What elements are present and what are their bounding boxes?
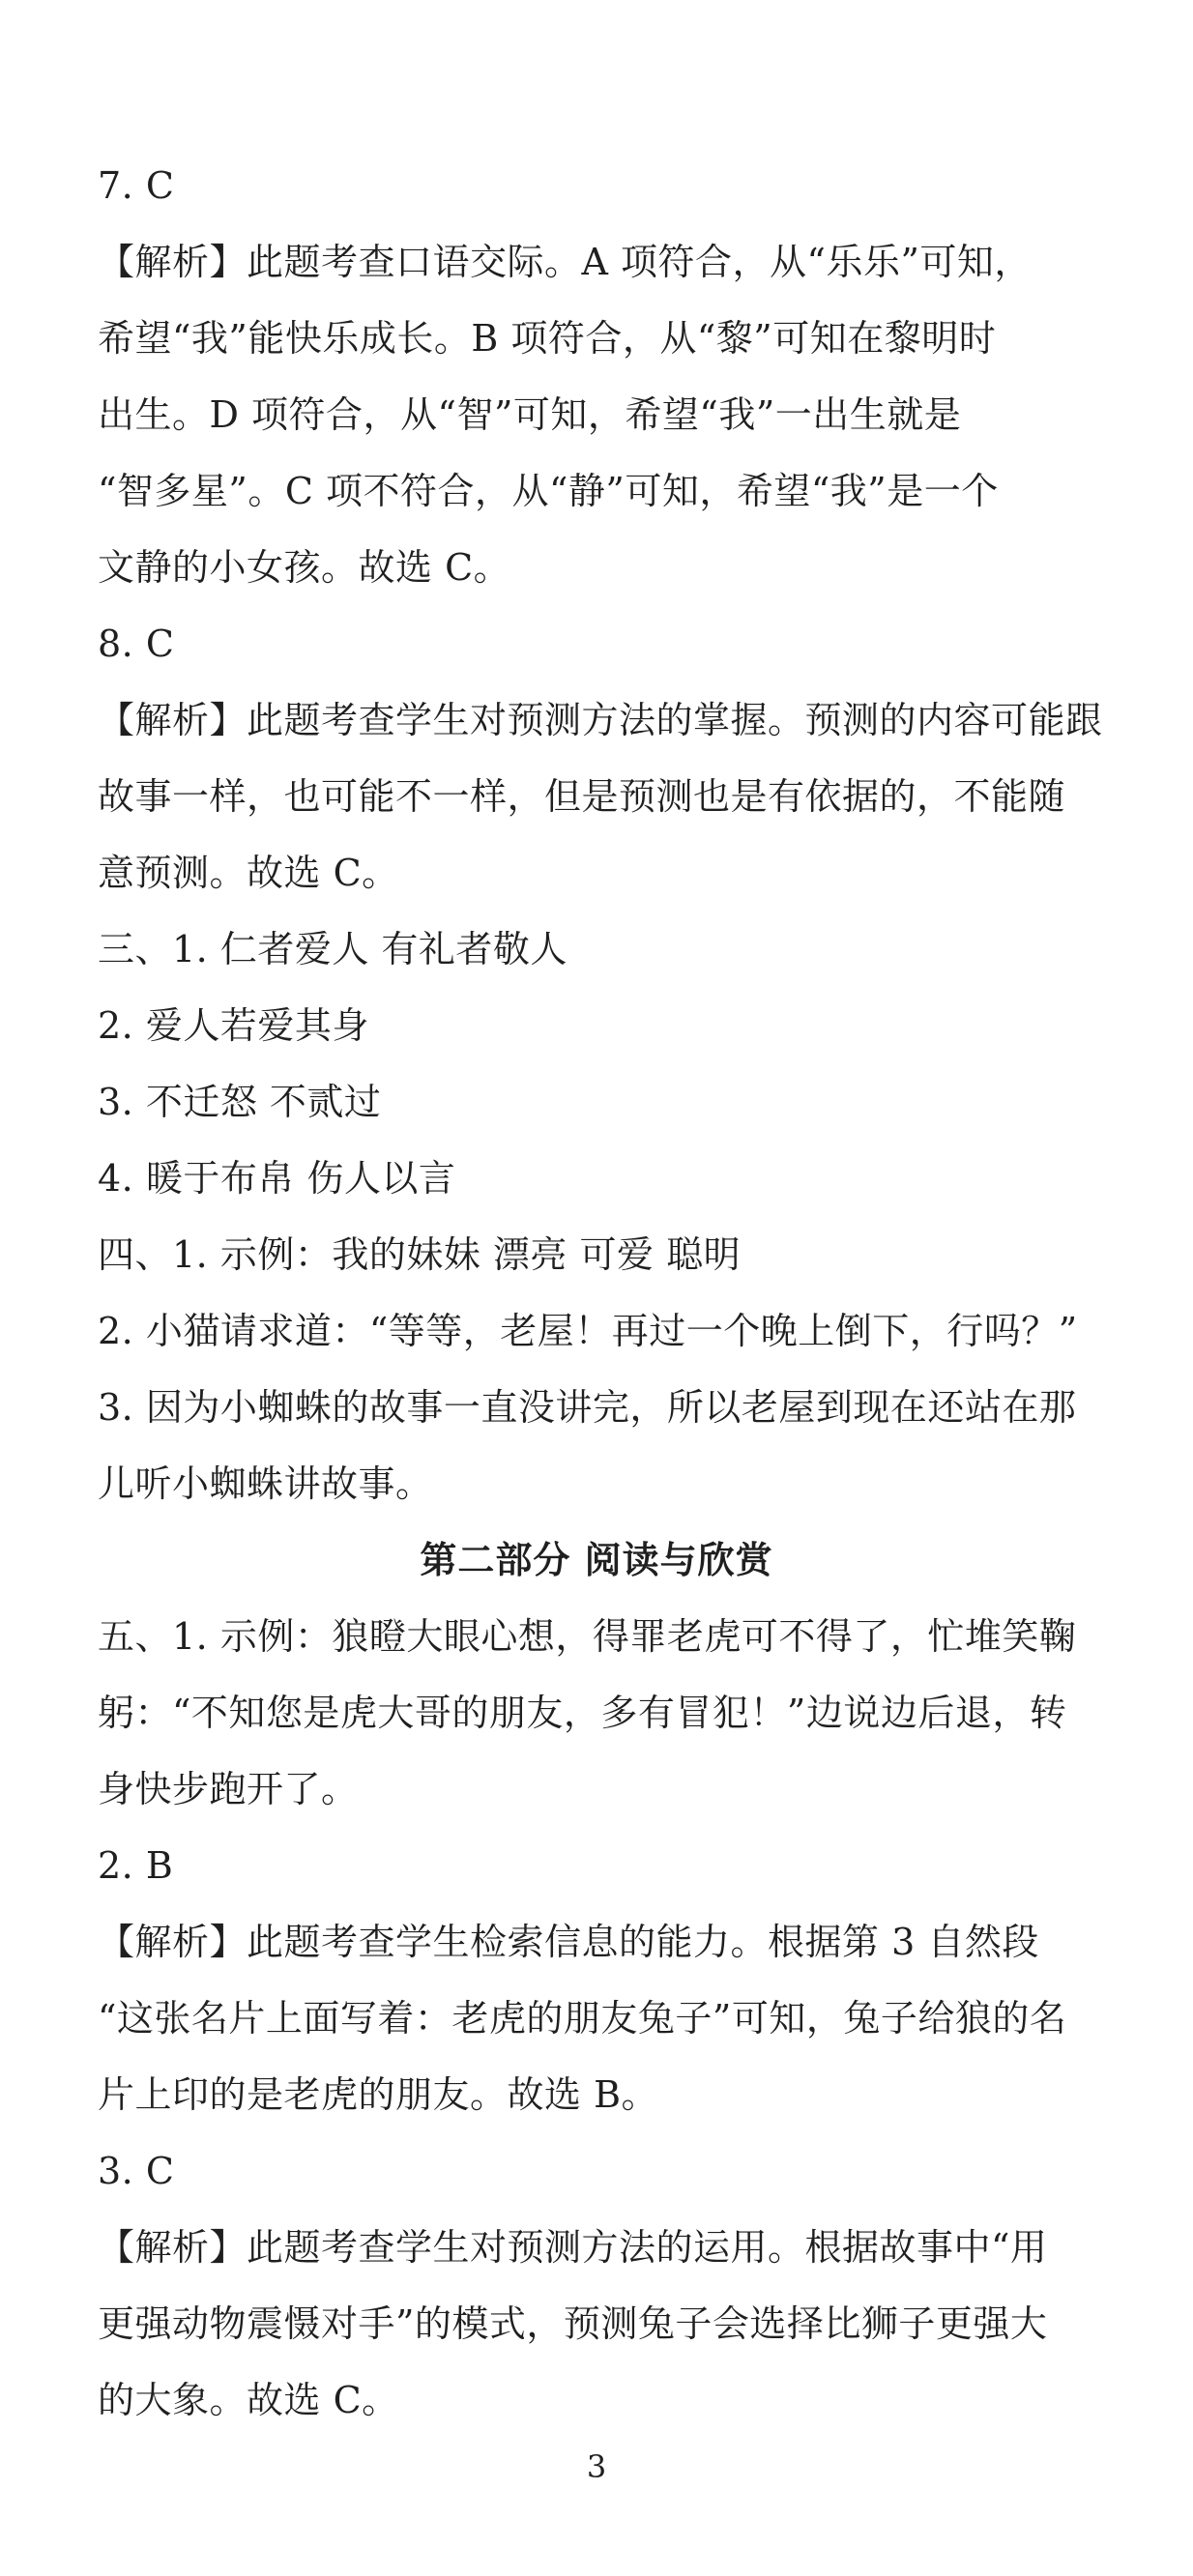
section-4-answer-3-line-1: 3. 因为小蜘蛛的故事一直没讲完，所以老屋到现在还站在那 xyxy=(98,1386,1077,1429)
analysis-7-line-3: 出生。D 项符合，从“智”可知，希望“我”一出生就是 xyxy=(98,393,962,436)
section-heading: 第二部分 阅读与欣赏 xyxy=(420,1539,773,1581)
answer-7: 7. C xyxy=(98,164,175,207)
section-5-answer-1-line-2: 躬：“不知您是虎大哥的朋友，多有冒犯！”边说边后退，转 xyxy=(98,1692,1067,1734)
analysis-5-3-line-1: 【解析】此题考查学生对预测方法的运用。根据故事中“用 xyxy=(98,2226,1048,2269)
analysis-5-2-line-1: 【解析】此题考查学生检索信息的能力。根据第 3 自然段 xyxy=(98,1921,1039,1963)
section-4-answer-1: 四、1. 示例：我的妹妹 漂亮 可爱 聪明 xyxy=(98,1233,742,1276)
section-5-answer-1-line-1: 五、1. 示例：狼瞪大眼心想，得罪老虎可不得了，忙堆笑鞠 xyxy=(98,1615,1077,1658)
section-4-answer-2: 2. 小猫请求道：“等等，老屋！再过一个晚上倒下，行吗？” xyxy=(98,1310,1078,1352)
section-5-answer-2: 2. B xyxy=(98,1844,174,1887)
analysis-7-line-4: “智多星”。C 项不符合，从“静”可知，希望“我”是一个 xyxy=(98,470,999,512)
analysis-7-line-1: 【解析】此题考查口语交际。A 项符合，从“乐乐”可知， xyxy=(98,241,1032,283)
analysis-8-line-2: 故事一样，也可能不一样，但是预测也是有依据的，不能随 xyxy=(98,775,1066,818)
section-3-answer-2: 2. 爱人若爱其身 xyxy=(98,1004,369,1047)
analysis-5-2-line-2: “这张名片上面写着：老虎的朋友兔子”可知，兔子给狼的名 xyxy=(98,1997,1067,2040)
analysis-7-line-2: 希望“我”能快乐成长。B 项符合，从“黎”可知在黎明时 xyxy=(98,317,997,360)
analysis-8-line-3: 意预测。故选 C。 xyxy=(98,852,399,894)
section-3-answer-1: 三、1. 仁者爱人 有礼者敬人 xyxy=(98,928,567,970)
section-5-answer-3: 3. C xyxy=(98,2150,175,2192)
analysis-8-line-1: 【解析】此题考查学生对预测方法的掌握。预测的内容可能跟 xyxy=(98,699,1103,741)
section-5-answer-1-line-3: 身快步跑开了。 xyxy=(98,1768,359,1810)
answer-8: 8. C xyxy=(98,622,175,665)
page-number: 3 xyxy=(586,2448,607,2485)
analysis-5-2-line-3: 片上印的是老虎的朋友。故选 B。 xyxy=(98,2073,659,2116)
section-3-answer-4: 4. 暖于布帛 伤人以言 xyxy=(98,1157,456,1200)
analysis-5-3-line-2: 更强动物震慑对手”的模式，预测兔子会选择比狮子更强大 xyxy=(98,2302,1048,2345)
analysis-5-3-line-3: 的大象。故选 C。 xyxy=(98,2379,399,2421)
section-3-answer-3: 3. 不迁怒 不贰过 xyxy=(98,1081,382,1123)
section-4-answer-3-line-2: 儿听小蜘蛛讲故事。 xyxy=(98,1462,433,1505)
analysis-7-line-5: 文静的小女孩。故选 C。 xyxy=(98,546,511,589)
